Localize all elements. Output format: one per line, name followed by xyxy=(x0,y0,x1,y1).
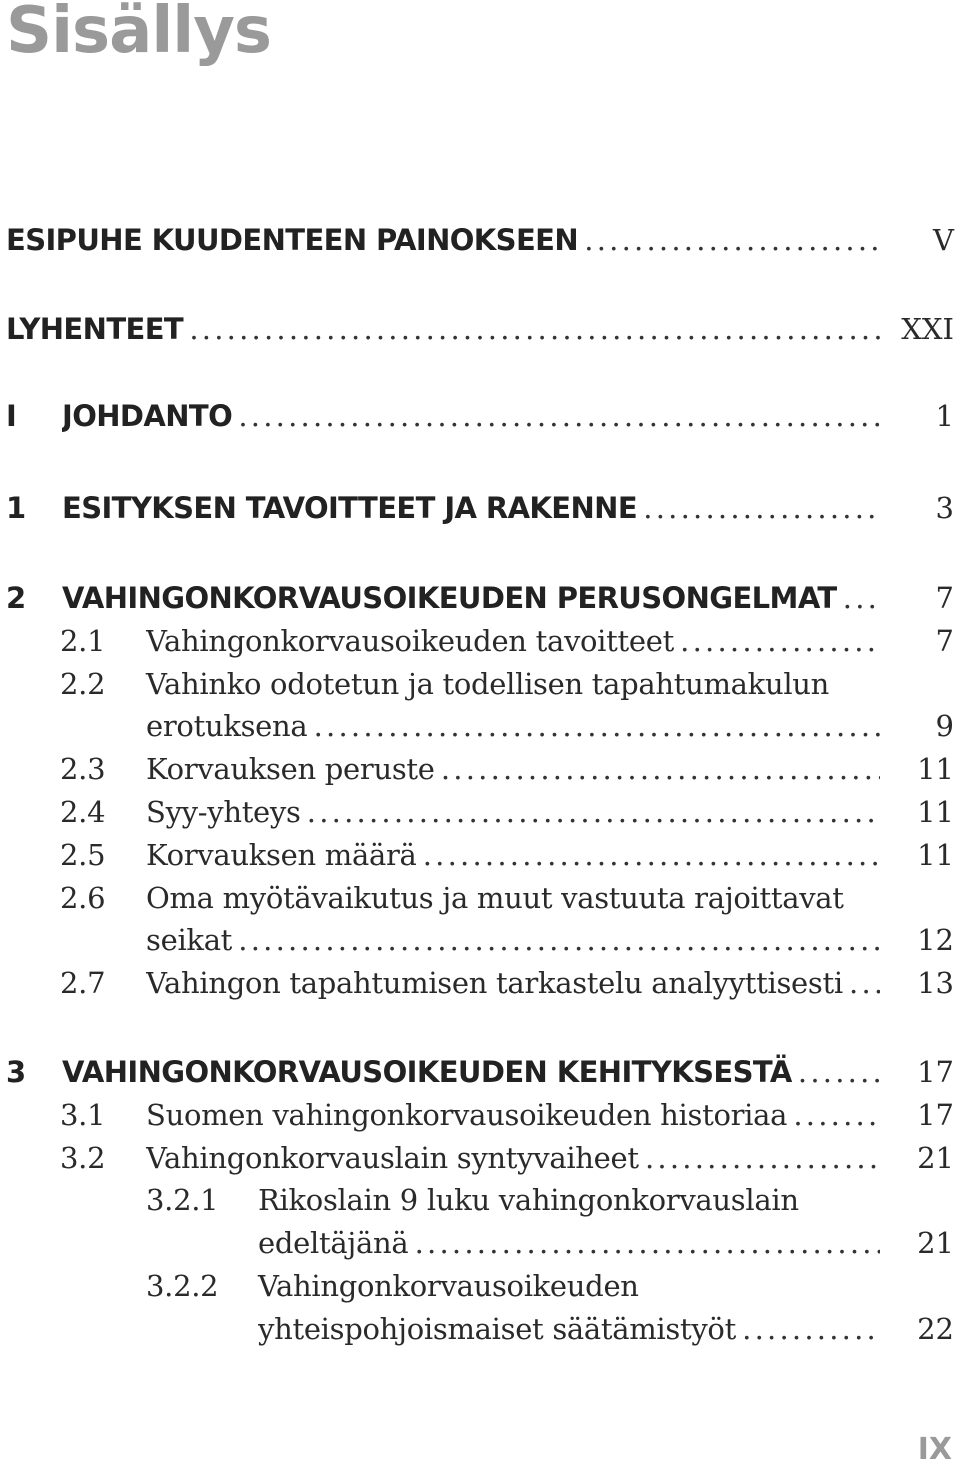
toc-entry-number: 3.2.2 xyxy=(146,1269,219,1303)
toc-entry-label: Korvauksen peruste . . . xyxy=(146,747,880,791)
toc-entry-chapter-3 xyxy=(0,1050,960,1094)
toc-entry-page: 12 xyxy=(917,923,954,957)
toc-entry-number: 2.5 xyxy=(60,838,106,872)
toc-entry-page: XXI xyxy=(901,312,954,346)
toc-entry-label: Oma myötävaikutus ja muut vastuuta rajoittavat xyxy=(146,881,844,915)
toc-entry-page: 11 xyxy=(917,752,954,786)
toc-entry-label: ESITYKSEN TAVOITTEET JA RAKENNE . . . xyxy=(62,486,880,530)
toc-entry-page: V xyxy=(933,223,954,257)
toc-entry-label: Vahingonkorvausoikeuden xyxy=(258,1269,639,1303)
toc-entry-abbreviations xyxy=(0,307,960,351)
toc-entry-page: 17 xyxy=(917,1098,954,1132)
toc-entry-number: 1 xyxy=(6,491,26,525)
page-title: Sisällys xyxy=(6,0,271,68)
toc-entry-number: 2.1 xyxy=(60,624,106,658)
toc-entry-label-continued: yhteispohjoismaiset säätämistyöt . . . xyxy=(258,1307,880,1351)
page-number: IX xyxy=(917,1432,952,1467)
toc-entry-section-2-3 xyxy=(0,747,960,791)
toc-entry-section-3-2-2 xyxy=(0,1264,960,1308)
toc-entry-label: Vahingonkorvauslain syntyvaiheet . . . xyxy=(146,1136,880,1180)
toc-entry-section-3-2-2-continued xyxy=(0,1307,960,1351)
toc-entry-label-continued: erotuksena . . . xyxy=(146,704,880,748)
toc-entry-label: Vahinko odotetun ja todellisen tapahtumakulun xyxy=(146,667,830,701)
toc-entry-label-continued: seikat . . . xyxy=(146,918,880,962)
toc-entry-label: VAHINGONKORVAUSOIKEUDEN PERUSONGELMAT . . . xyxy=(62,576,880,620)
toc-entry-section-2-6-continued xyxy=(0,918,960,962)
toc-entry-section-2-5 xyxy=(0,833,960,877)
toc-entry-number: 2.3 xyxy=(60,752,106,786)
toc-entry-label: LYHENTEET . . . xyxy=(6,307,880,351)
toc-entry-section-2-2 xyxy=(0,662,960,706)
toc-entry-number: I xyxy=(6,399,17,433)
toc-entry-section-3-2 xyxy=(0,1136,960,1180)
toc-entry-label: Syy-yhteys . . . xyxy=(146,790,880,834)
toc-entry-label: VAHINGONKORVAUSOIKEUDEN KEHITYKSESTÄ . . . xyxy=(62,1050,880,1094)
toc-entry-label: ESIPUHE KUUDENTEEN PAINOKSEEN . . . xyxy=(6,218,880,262)
toc-entry-preface xyxy=(0,218,960,262)
toc-entry-label: Korvauksen määrä . . . xyxy=(146,833,880,877)
toc-entry-number: 2.7 xyxy=(60,966,106,1000)
toc-entry-chapter-2 xyxy=(0,576,960,620)
toc-entry-part-1 xyxy=(0,394,960,438)
toc-entry-label: JOHDANTO . . . xyxy=(62,394,880,438)
toc-entry-page: 11 xyxy=(917,838,954,872)
toc-entry-section-3-1 xyxy=(0,1093,960,1137)
toc-entry-page: 22 xyxy=(917,1312,954,1346)
toc-entry-section-2-2-continued xyxy=(0,704,960,748)
toc-entry-page: 17 xyxy=(917,1055,954,1089)
toc-entry-page: 3 xyxy=(935,491,954,525)
toc-entry-chapter-1 xyxy=(0,486,960,530)
toc-entry-number: 2 xyxy=(6,581,26,615)
toc-entry-number: 2.2 xyxy=(60,667,106,701)
toc-entry-page: 1 xyxy=(935,399,954,433)
toc-entry-section-2-4 xyxy=(0,790,960,834)
toc-entry-label-continued: edeltäjänä . . . xyxy=(258,1221,880,1265)
toc-entry-number: 3.1 xyxy=(60,1098,106,1132)
toc-entry-page: 21 xyxy=(917,1141,954,1175)
toc-entry-section-2-6 xyxy=(0,876,960,920)
toc-entry-label: Vahingon tapahtumisen tarkastelu analyyttisesti . . . xyxy=(146,961,880,1005)
toc-entry-number: 3.2.1 xyxy=(146,1183,219,1217)
toc-entry-number: 2.4 xyxy=(60,795,106,829)
toc-entry-label: Vahingonkorvausoikeuden tavoitteet . . . xyxy=(146,619,880,663)
toc-entry-number: 3 xyxy=(6,1055,26,1089)
toc-entry-page: 9 xyxy=(935,709,954,743)
toc-entry-page: 21 xyxy=(917,1226,954,1260)
toc-entry-page: 7 xyxy=(935,581,954,615)
toc-entry-number: 3.2 xyxy=(60,1141,106,1175)
toc-entry-page: 11 xyxy=(917,795,954,829)
toc-entry-section-3-2-1-continued xyxy=(0,1221,960,1265)
toc-entry-section-3-2-1 xyxy=(0,1178,960,1222)
toc-entry-section-2-7 xyxy=(0,961,960,1005)
toc-entry-label: Suomen vahingonkorvausoikeuden historiaa . . . xyxy=(146,1093,880,1137)
toc-entry-label: Rikoslain 9 luku vahingonkorvauslain xyxy=(258,1183,799,1217)
toc-entry-section-2-1 xyxy=(0,619,960,663)
toc-entry-page: 7 xyxy=(935,624,954,658)
toc-entry-number: 2.6 xyxy=(60,881,106,915)
toc-entry-page: 13 xyxy=(917,966,954,1000)
